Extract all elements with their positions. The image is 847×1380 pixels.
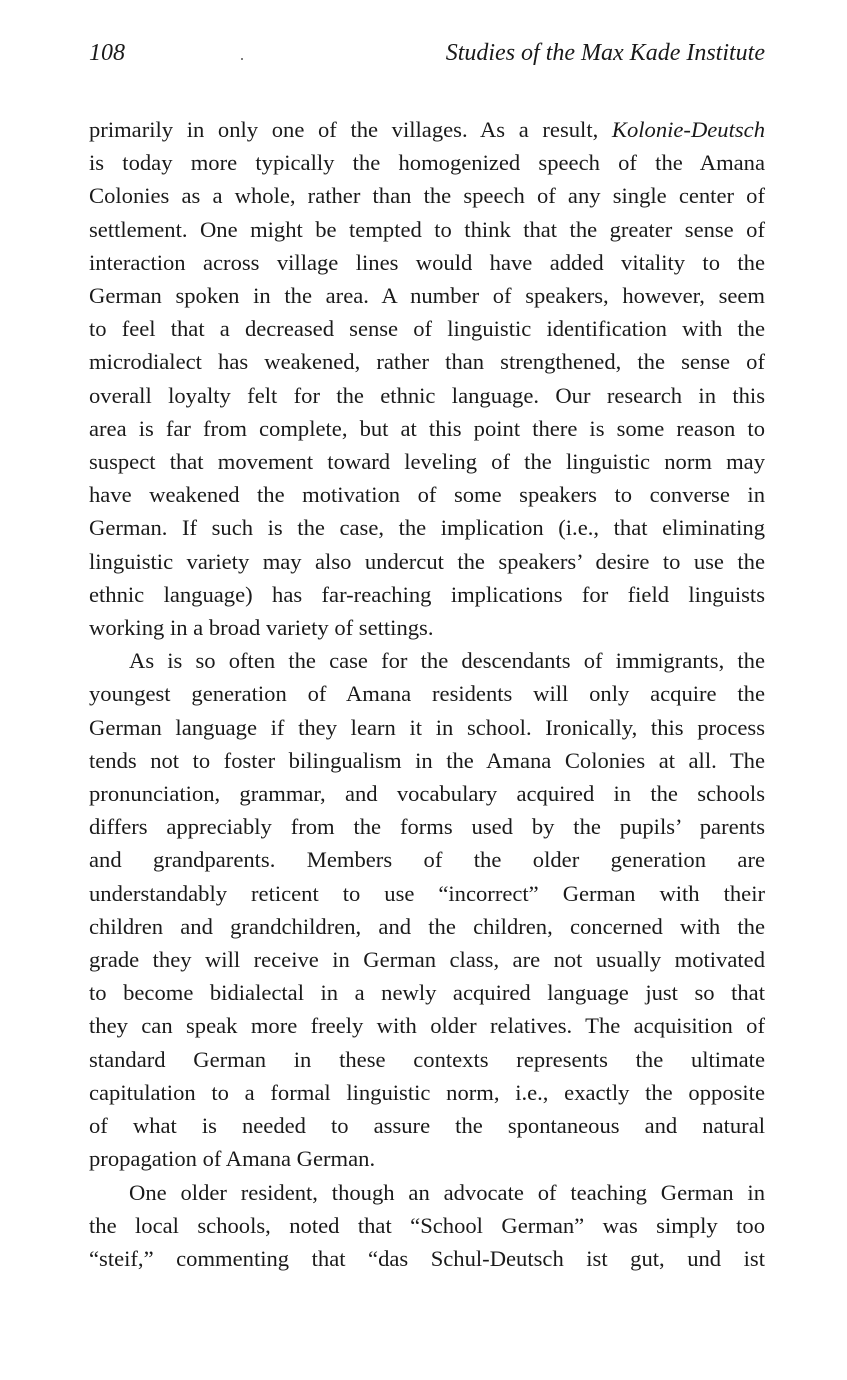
text-line: German. If such is the case, the implication (i.e., that eliminating <box>89 515 765 541</box>
text-line: the local schools, noted that “School German” was simply too <box>89 1212 765 1238</box>
text-line: As is so often the case for the descendants of immigrants, the <box>129 648 765 674</box>
italic-term: Kolonie-Deutsch <box>611 117 765 142</box>
text-line: to become bidialectal in a newly acquired language just so that <box>89 980 765 1006</box>
text-line: understandably reticent to use “incorrect” German with their <box>89 880 765 906</box>
text-line: German spoken in the area. A number of speakers, however, seem <box>89 283 765 309</box>
text-line: and grandparents. Members of the older generation are <box>89 847 765 873</box>
text-line: pronunciation, grammar, and vocabulary acquired in the schools <box>89 781 765 807</box>
text-line: suspect that movement toward leveling of the linguistic norm may <box>89 449 765 475</box>
text-line: overall loyalty felt for the ethnic language. Our research in this <box>89 382 765 408</box>
text-line: is today more typically the homogenized speech of the Amana <box>89 150 765 176</box>
text-line: Colonies as a whole, rather than the speech of any single center of <box>89 183 765 209</box>
text-line: settlement. One might be tempted to think that the greater sense of <box>89 216 765 242</box>
text-line: One older resident, though an advocate of teaching German in <box>129 1179 765 1205</box>
page-number: 108 <box>89 40 125 66</box>
paragraph-3 <box>89 1176 765 1276</box>
text-line: interaction across village lines would have added vitality to the <box>89 249 765 275</box>
text-line: microdialect has weakened, rather than strengthened, the sense of <box>89 349 765 375</box>
paragraph-2 <box>89 644 765 1175</box>
header-speck <box>241 58 243 60</box>
text-line: ethnic language) has far-reaching implications for field linguists <box>89 581 765 607</box>
text-line: differs appreciably from the forms used by the pupils’ parents <box>89 814 765 840</box>
text-line: standard German in these contexts represents the ultimate <box>89 1046 765 1072</box>
text-line: grade they will receive in German class, are not usually motivated <box>89 947 765 973</box>
text-line: children and grandchildren, and the children, concerned with the <box>89 913 765 939</box>
body-text <box>89 113 765 1275</box>
text-line: German language if they learn it in school. Ironically, this process <box>89 714 765 740</box>
text-line: area is far from complete, but at this point there is some reason to <box>89 415 765 441</box>
text-line: of what is needed to assure the spontaneous and natural <box>89 1113 765 1139</box>
text-line: primarily in only one of the villages. As a result, Kolonie-Deutsch <box>89 117 765 142</box>
paragraph-1 <box>89 113 765 644</box>
text-line: linguistic variety may also undercut the speakers’ desire to use the <box>89 548 765 574</box>
text-line: working in a broad variety of settings. <box>89 615 434 641</box>
text-line: they can speak more freely with older relatives. The acquisition of <box>89 1013 765 1039</box>
text-line: “steif,” commenting that “das Schul-Deutsch ist gut, und ist <box>89 1245 765 1271</box>
page-header <box>89 40 765 74</box>
text-line: youngest generation of Amana residents will only acquire the <box>89 681 765 707</box>
text-line: capitulation to a formal linguistic norm, i.e., exactly the opposite <box>89 1079 765 1105</box>
text-line: propagation of Amana German. <box>89 1146 376 1172</box>
text-line: have weakened the motivation of some speakers to converse in <box>89 482 765 508</box>
text-line: tends not to foster bilingualism in the Amana Colonies at all. The <box>89 747 765 773</box>
text-line: to feel that a decreased sense of linguistic identification with the <box>89 316 765 342</box>
running-title: Studies of the Max Kade Institute <box>445 40 765 66</box>
